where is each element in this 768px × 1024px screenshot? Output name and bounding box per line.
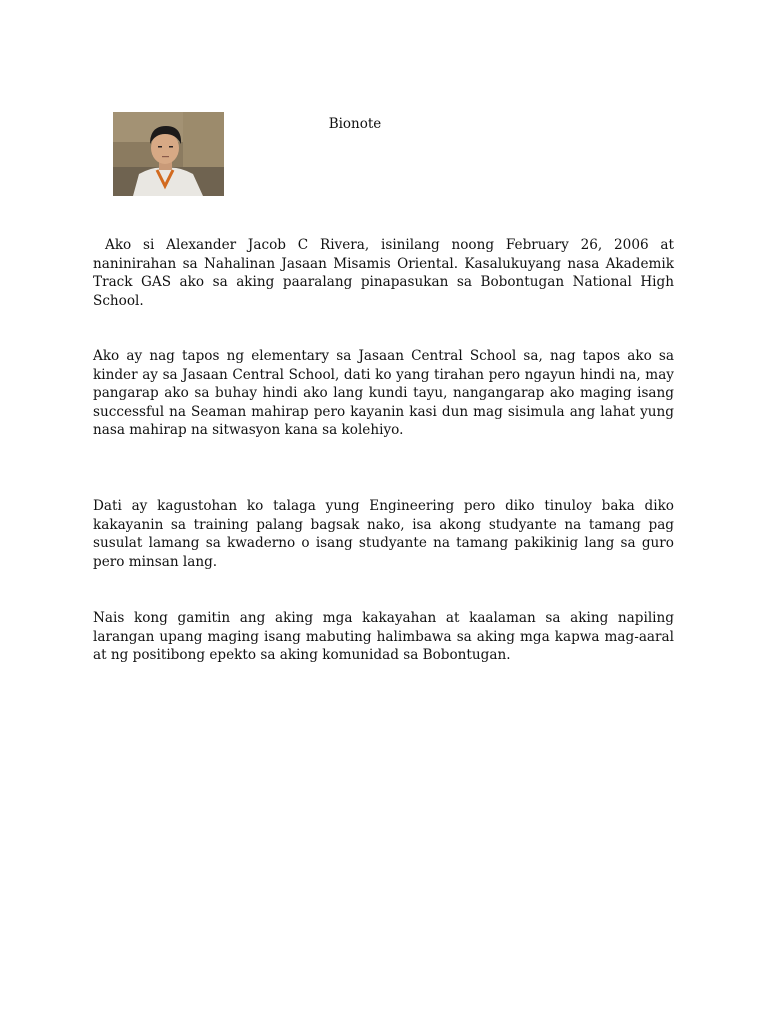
paragraph-4: Nais kong gamitin ang aking mga kakayahan at kaalaman sa aking napiling larangan upang maging isang mabuting halimbawa sa aking mga kapwa mag-aaral at ng positibong epekto sa aking komunidad sa Bobontugan. — [93, 610, 674, 664]
paragraph-1: Ako si Alexander Jacob C Rivera, isinilang noong February 26, 2006 at naninirahan sa Nahalinan Jasaan Misamis Oriental. Kasalukuyang nasa Akademik Track GAS ako sa aking paaralang pinapasukan sa Bobontugan National High School. — [93, 237, 674, 309]
paragraph-3: Dati ay kagustohan ko talaga yung Engineering pero diko tinuloy baka diko kakayanin sa training palang bagsak nako, isa akong studyante na tamang pag susulat lamang sa kwaderno o isang studyante na tamang pakikinig lang sa guro pero minsan lang. — [93, 498, 674, 570]
paragraph-2: Ako ay nag tapos ng elementary sa Jasaan Central School sa, nag tapos ako sa kinder ay sa Jasaan Central School, dati ko yang tirahan pero ngayun hindi na, may pangarap ako sa buhay hindi ako lang kundi tayu, nangangarap ako maging isang successful na Seaman mahirap pero kayanin kasi dun mag sisimula ang lahat yung nasa mahirap na sitwasyon kana sa kolehiyo. — [93, 348, 674, 439]
document-title: Bionote — [328, 116, 382, 132]
profile-photo — [113, 112, 224, 196]
